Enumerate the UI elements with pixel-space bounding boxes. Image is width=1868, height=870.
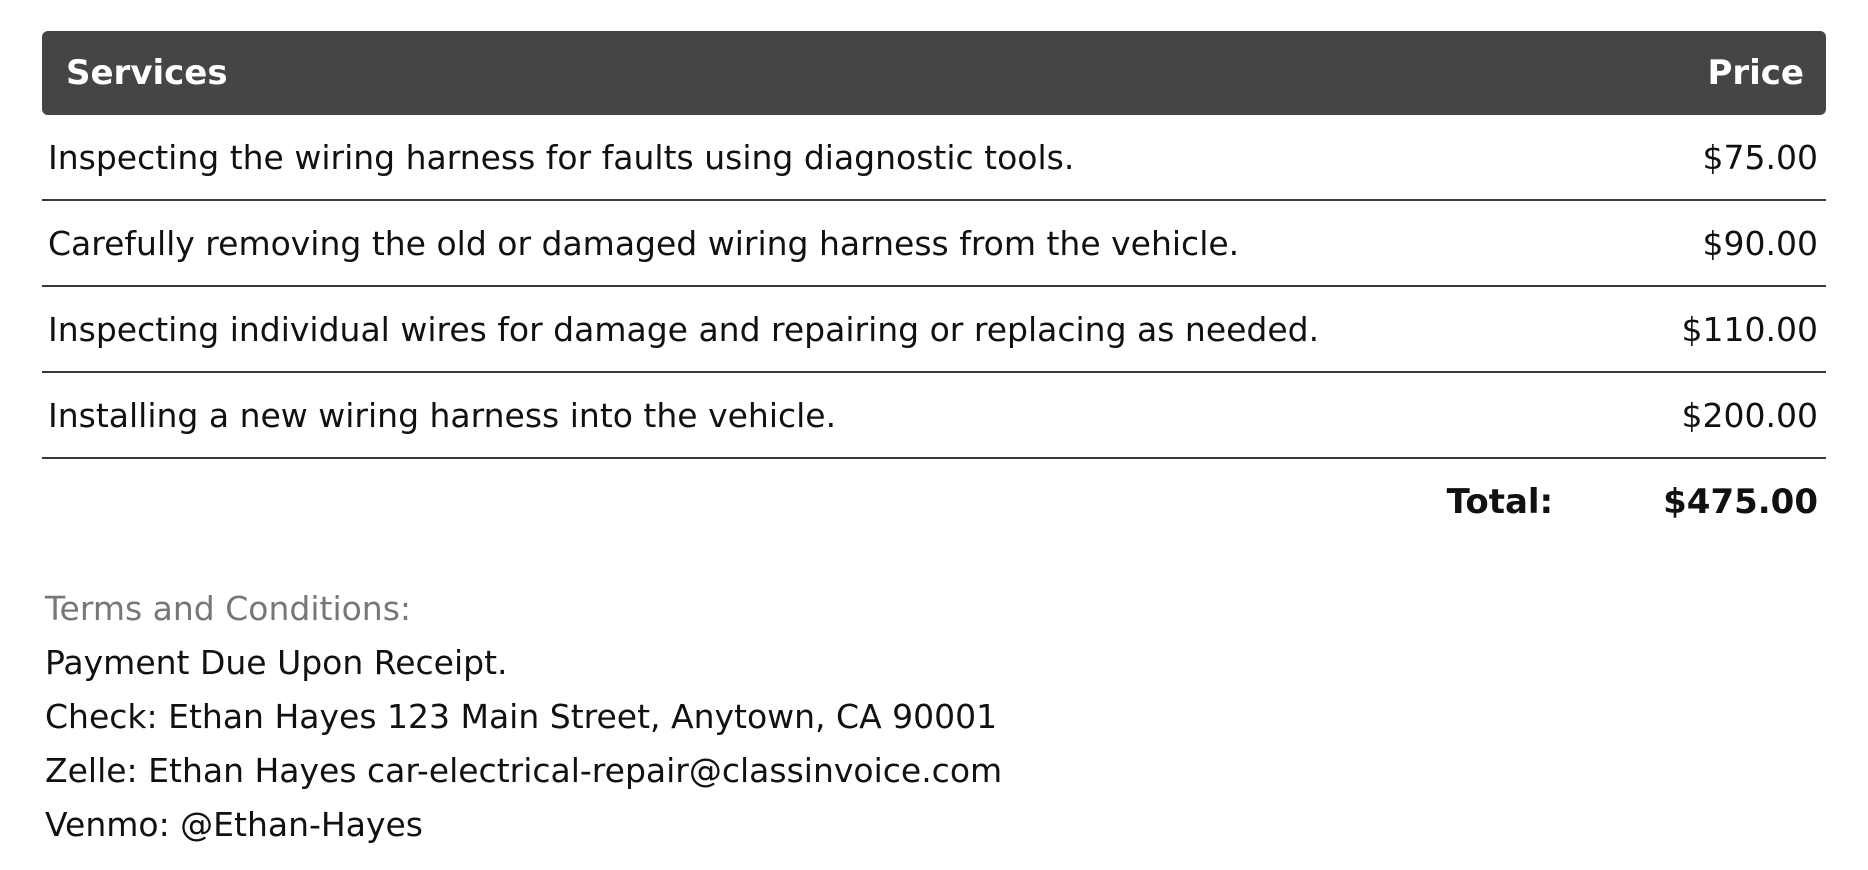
terms-check: Check: Ethan Hayes 123 Main Street, Anytown, CA 90001 [45,697,998,736]
table-row [42,373,1826,459]
terms-title: Terms and Conditions: [45,589,412,628]
service-price: $200.00 [1681,395,1818,435]
header-price: Price [1707,53,1804,93]
table-row [42,201,1826,287]
header-services: Services [66,53,228,93]
terms-venmo: Venmo: @Ethan-Hayes [45,805,423,844]
service-description: Inspecting the wiring harness for faults using diagnostic tools. [48,137,1075,177]
terms-section [45,582,1002,852]
terms-zelle: Zelle: Ethan Hayes car-electrical-repair@classinvoice.com [45,751,1003,790]
total-row [42,459,1826,545]
total-value: $475.00 [1663,482,1818,522]
terms-payment-due: Payment Due Upon Receipt. [45,643,508,682]
service-description: Installing a new wiring harness into the vehicle. [48,395,837,435]
service-price: $110.00 [1681,309,1818,349]
total-label: Total: [1446,482,1554,522]
table-body [42,115,1826,459]
table-header [42,31,1826,115]
service-description: Carefully removing the old or damaged wiring harness from the vehicle. [48,223,1240,263]
services-table [42,31,1826,545]
table-row [42,115,1826,201]
service-price: $75.00 [1702,137,1818,177]
table-row [42,287,1826,373]
service-price: $90.00 [1702,223,1818,263]
service-description: Inspecting individual wires for damage and repairing or replacing as needed. [48,309,1320,349]
